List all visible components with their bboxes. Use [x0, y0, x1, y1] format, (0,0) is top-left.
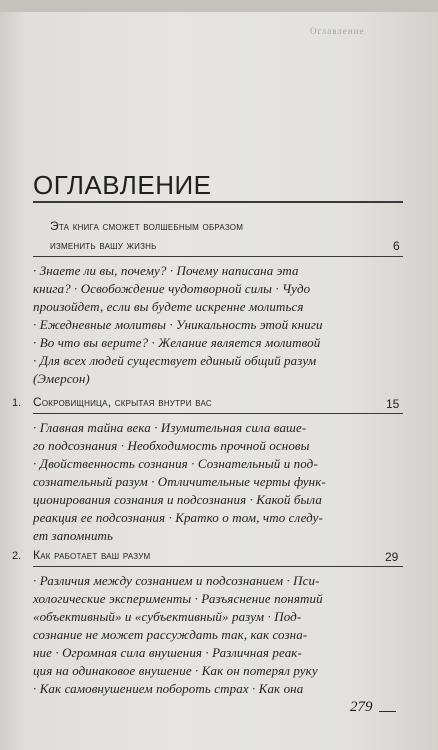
intro-title-line2: изменить вашу жизнь	[50, 238, 157, 252]
chapter-1-desc-line: го подсознания · Необходимость прочной основы	[33, 438, 310, 453]
chapter-2-title: Как работает ваш разум	[33, 548, 151, 562]
page-number: 279	[350, 699, 373, 715]
intro-desc-line: · Ежедневные молитвы · Уникальность этой книги	[33, 317, 323, 332]
chapter-2-desc-line: хологические эксперименты · Разъяснение понятий	[33, 591, 323, 606]
intro-desc-line: книга? · Освобождение чудотворной силы · Чудо	[33, 281, 311, 296]
intro-desc-line: (Эмерсон)	[33, 371, 90, 386]
chapter-1-desc-line: ет запомнить	[33, 528, 114, 543]
chapter-1-desc-line: · Двойственность сознания · Сознательный и под-	[33, 456, 318, 471]
chapter-2-desc-line: · Как самовнушением побороть страх · Как она	[33, 681, 304, 696]
intro-desc-line: · Для всех людей существует единый общий разум	[33, 353, 317, 368]
chapter-1-page-number: 15	[386, 397, 400, 411]
chapter-2-title-rule	[33, 566, 403, 567]
intro-desc-line: · Во что вы верите? · Желание является молитвой	[33, 335, 321, 350]
chapter-1-title: Сокровищница, скрытая внутри вас	[33, 395, 212, 409]
running-header: Оглавление	[310, 26, 365, 36]
intro-title-line1: Эта книга сможет волшебным образом	[50, 219, 244, 233]
page-top-edge	[0, 0, 438, 12]
title-rule	[33, 201, 403, 203]
chapter-1-desc-line: реакция ее подсознания · Кратко о том, что следу-	[33, 510, 323, 525]
chapter-2-page-number: 29	[385, 550, 399, 564]
chapter-1-title-rule	[33, 413, 403, 414]
chapter-2-desc-line: «объективный» и «субъективный» разум · Под-	[33, 609, 302, 624]
chapter-1-number: 1.	[12, 397, 22, 409]
chapter-1-desc-line: · Главная тайна века · Изумительная сила ваше-	[33, 420, 307, 435]
page-number-dash	[379, 711, 396, 712]
chapter-1-desc-line: ционирования сознания и подсознания · Какой была	[33, 492, 322, 507]
chapter-2-number: 2.	[12, 550, 22, 562]
chapter-1-desc-line: сознательный разум · Отличительные черты функ-	[33, 474, 326, 489]
intro-title-rule	[33, 256, 403, 257]
chapter-2-desc-line: ние · Огромная сила внушения · Различная реак-	[33, 645, 302, 660]
page-title: ОГЛАВЛЕНИЕ	[33, 170, 212, 200]
intro-desc-line: · Знаете ли вы, почему? · Почему написана эта	[33, 263, 299, 278]
chapter-2-desc-line: ция на одинаковое внушение · Как он потерял руку	[33, 663, 318, 678]
intro-desc-line: произойдет, если вы будете искренне молиться	[33, 299, 304, 314]
intro-page-number: 6	[393, 239, 400, 253]
chapter-2-desc-line: сознание не может рассуждать так, как созна-	[33, 627, 308, 642]
chapter-2-desc-line: · Различия между сознанием и подсознанием · Пси-	[33, 573, 320, 588]
